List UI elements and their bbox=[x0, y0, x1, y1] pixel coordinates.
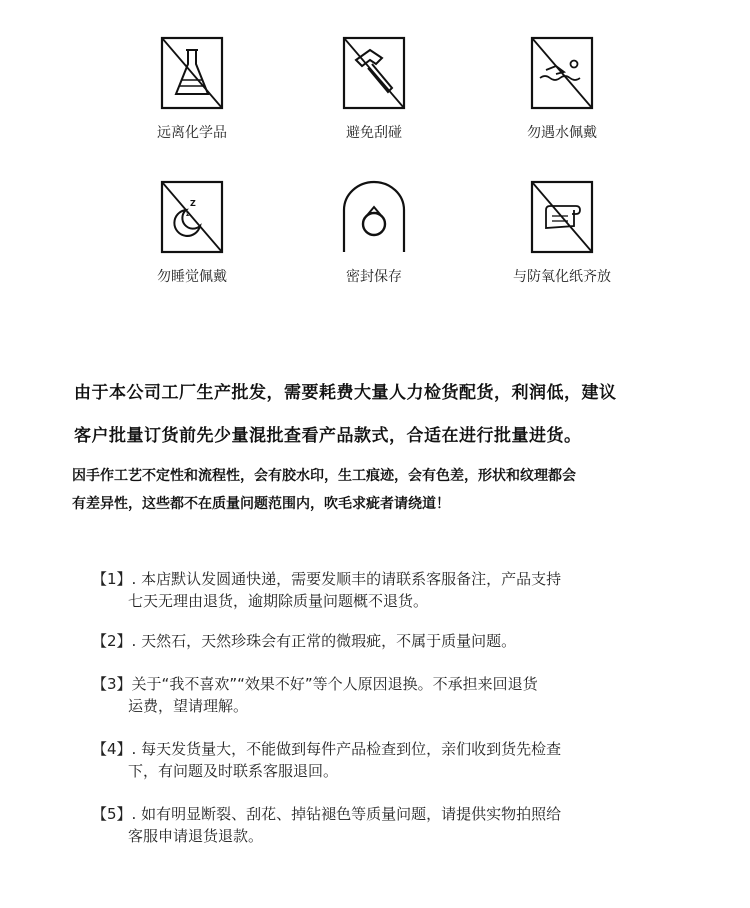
svg-text:z: z bbox=[186, 211, 190, 218]
care-label: 与防氧化纸齐放 bbox=[513, 269, 611, 285]
care-item-storage bbox=[274, 180, 474, 286]
policy-line-1: 【2】. 天然石，天然珍珠会有正常的微瑕疵，不属于质量问题。 bbox=[92, 632, 517, 650]
craft-disclaimer-line-2: 有差异性，这些都不在质量问题范围内，吹毛求疵者请绕道！ bbox=[72, 496, 450, 512]
care-item-chemicals bbox=[92, 36, 292, 142]
care-item-sleep bbox=[92, 180, 292, 286]
policy-item-3 bbox=[92, 673, 692, 717]
svg-text:Z: Z bbox=[190, 199, 196, 208]
policy-line-1: 【4】. 每天发货量大，不能做到每件产品检查到位，亲们收到货先检查 bbox=[92, 740, 562, 758]
care-label: 勿睡觉佩戴 bbox=[157, 269, 227, 285]
craft-disclaimer bbox=[72, 462, 712, 518]
care-label: 密封保存 bbox=[346, 269, 402, 285]
care-label: 勿遇水佩戴 bbox=[527, 125, 597, 141]
care-item-scratch bbox=[274, 36, 474, 142]
craft-disclaimer-line-1: 因手作工艺不定性和流程性，会有胶水印，生工痕迹，会有色差，形状和纹理都会 bbox=[72, 468, 576, 484]
policy-item-4 bbox=[92, 738, 692, 782]
policy-line-2: 运费，望请理解。 bbox=[128, 697, 249, 715]
paper-roll-prohibited-icon bbox=[530, 180, 594, 254]
policy-line-2: 七天无理由退货，逾期除质量问题概不退货。 bbox=[128, 592, 429, 610]
policy-line-1: 【3】关于“我不喜欢”“效果不好”等个人原因退换。不承担来回退货 bbox=[92, 675, 538, 693]
policy-line-1: 【5】. 如有明显断裂、刮花、掉钻褪色等质量问题，请提供实物拍照给 bbox=[92, 805, 562, 823]
policy-item-1 bbox=[92, 568, 692, 612]
ring-box-icon bbox=[342, 180, 406, 254]
swimming-prohibited-icon bbox=[530, 36, 594, 110]
chemical-flask-prohibited-icon bbox=[160, 36, 224, 110]
hammer-prohibited-icon bbox=[342, 36, 406, 110]
policy-line-2: 下，有问题及时联系客服退回。 bbox=[128, 762, 339, 780]
care-instructions-grid bbox=[0, 0, 750, 320]
policy-line-2: 客服申请退货退款。 bbox=[128, 827, 264, 845]
care-label: 避免刮碰 bbox=[346, 125, 402, 141]
wholesale-notice-line-2: 客户批量订货前先少量混批查看产品款式，合适在进行批量进货。 bbox=[74, 426, 582, 446]
policy-line-1: 【1】. 本店默认发圆通快递，需要发顺丰的请联系客服备注，产品支持 bbox=[92, 570, 562, 588]
policy-item-2 bbox=[92, 630, 692, 652]
care-item-water bbox=[462, 36, 662, 142]
policy-item-5 bbox=[92, 803, 692, 847]
wholesale-notice-line-1: 由于本公司工厂生产批发，需要耗费大量人力检货配货，利润低，建议 bbox=[74, 383, 617, 403]
care-label: 远离化学品 bbox=[157, 125, 227, 141]
care-item-antioxidation-paper bbox=[462, 180, 662, 286]
sleep-prohibited-icon bbox=[160, 180, 224, 254]
